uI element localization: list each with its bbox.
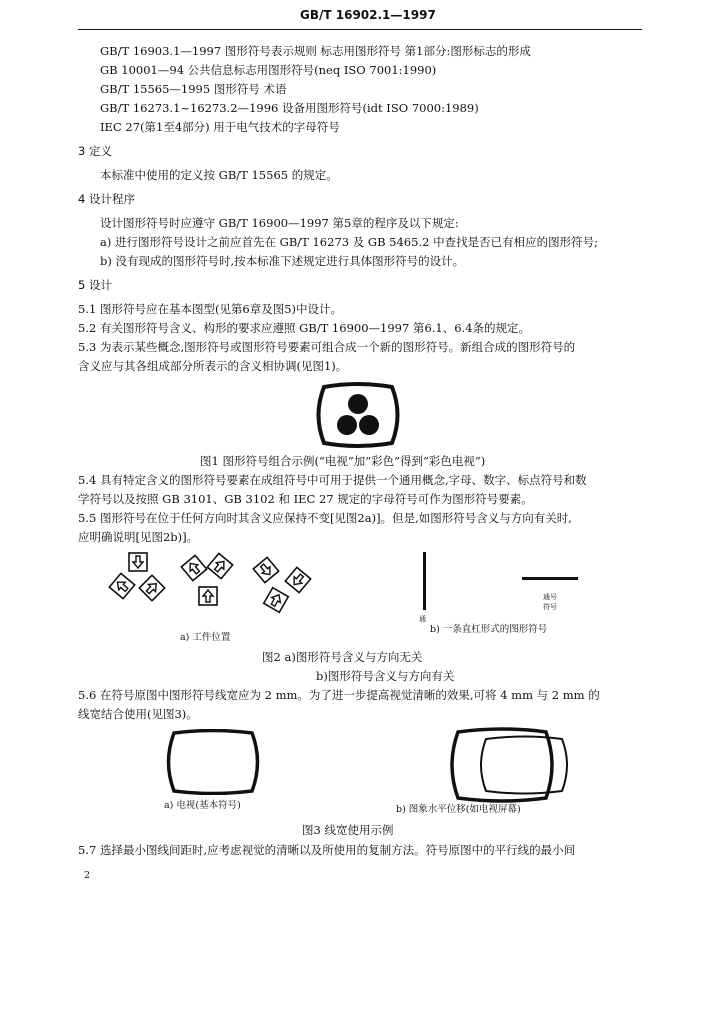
clause-5-6-line-2: 线宽结合使用(见图3)。 — [78, 707, 198, 721]
bar-symbol-small-label: 通号 — [543, 593, 557, 601]
section-4-title: 4 设计程序 — [78, 192, 135, 206]
figure-2-caption-line-1: 图2 a)图形符号含义与方向无关 — [262, 650, 423, 664]
reference-item: GB/T 15565—1995 图形符号 术语 — [100, 82, 287, 96]
bar-symbol-small-label: 符号 — [543, 603, 557, 611]
figure-3b-label: b) 图象水平位移(如电视屏幕) — [396, 804, 521, 815]
color-dot-top — [348, 394, 368, 414]
tv-outer-screen — [452, 729, 552, 801]
page-number: 2 — [84, 870, 91, 881]
reference-item: GB/T 16273.1~16273.2—1996 设备用图形符号(idt ISO 7000:1989) — [100, 101, 479, 115]
color-tv-symbol — [310, 382, 406, 448]
reference-item: IEC 27(第1至4部分) 用于电气技术的字母符号 — [100, 120, 340, 134]
figure-2a-label: a) 工件位置 — [180, 632, 231, 643]
tv-screen-outline — [319, 384, 398, 446]
clause-5-4-line-2: 学符号以及按照 GB 3101、GB 3102 和 IEC 27 规定的字母符号可作为图形符号要素。 — [78, 492, 533, 506]
figure-1-caption: 图1 图形符号组合示例(“电视”加“彩色”得到“彩色电视”) — [200, 454, 486, 468]
section-3-title: 3 定义 — [78, 144, 112, 158]
clause-5-3-line-1: 5.3 为表示某些概念,图形符号或图形符号要素可组合成一个新的图形符号。新组合成的图形符号的 — [78, 340, 576, 354]
color-dot-right — [359, 415, 379, 435]
clause-5-5-line-2: 应明确说明[见图2b)]。 — [78, 530, 199, 544]
tv-basic-symbol — [160, 729, 266, 795]
bar-symbol-small-label: 通 — [419, 615, 426, 623]
clause-5-7: 5.7 选择最小图线间距时,应考虑视觉的清晰以及所使用的复制方法。符号原图中的平行线的最小间 — [78, 843, 576, 857]
clause-5-2: 5.2 有关图形符号含义、构形的要求应遵照 GB/T 16900—1997 第6.1、6.4条的规定。 — [78, 321, 531, 335]
clause-5-3-line-2: 含义应与其各组成部分所表示的含义相协调(见图1)。 — [78, 359, 348, 373]
clause-5-1: 5.1 图形符号应在基本图型(见第6章及图5)中设计。 — [78, 302, 343, 316]
bar-symbol-vertical — [418, 552, 430, 612]
tv-horizontal-shift-symbol — [444, 727, 576, 803]
clause-5-4-line-1: 5.4 具有特定含义的图形符号要素在成组符号中可用于提供一个通用概念,字母、数字、标点符号和数 — [78, 473, 587, 487]
reference-item: GB 10001—94 公共信息标志用图形符号(neq ISO 7001:1990) — [100, 63, 437, 77]
section-4-item-b: b) 没有现成的图形符号时,按本标准下述规定进行具体图形符号的设计。 — [100, 254, 465, 268]
workpiece-position-symbols — [98, 548, 348, 614]
tv-shifted-screen — [481, 737, 567, 794]
section-3-text: 本标准中使用的定义按 GB/T 15565 的规定。 — [100, 168, 338, 182]
symbol-group-3 — [253, 557, 310, 612]
figure-3-caption: 图3 线宽使用示例 — [302, 823, 394, 837]
symbol-group-1 — [109, 553, 164, 601]
section-4-text: 设计图形符号时应遵守 GB/T 16900—1997 第5章的程序及以下规定: — [100, 216, 459, 230]
clause-5-6-line-1: 5.6 在符号原图中图形符号线宽应为 2 mm。为了进一步提高视觉清晰的效果,可将 4 mm 与 2 mm 的 — [78, 688, 600, 702]
symbol-group-2 — [181, 553, 232, 605]
reference-item: GB/T 16903.1—1997 图形符号表示规则 标志用图形符号 第1部分:图形标志的形成 — [100, 44, 531, 58]
header-rule — [78, 29, 642, 30]
clause-5-5-line-1: 5.5 图形符号在位于任何方向时其含义应保持不变[见图2a)]。但是,如图形符号含义与方向有关时, — [78, 511, 572, 525]
section-4-item-a: a) 进行图形符号设计之前应首先在 GB/T 16273 及 GB 5465.2 中查找是否已有相应的图形符号; — [100, 235, 598, 249]
figure-2b-label: b) 一条直杠形式的图形符号 — [430, 624, 548, 635]
color-dot-left — [337, 415, 357, 435]
figure-2-caption-line-2: b)图形符号含义与方向有关 — [316, 669, 455, 683]
section-5-title: 5 设计 — [78, 278, 112, 292]
standard-number-header: GB/T 16902.1—1997 — [300, 8, 436, 22]
figure-3a-label: a) 电视(基本符号) — [164, 800, 241, 811]
bar-symbol-horizontal — [522, 576, 580, 582]
